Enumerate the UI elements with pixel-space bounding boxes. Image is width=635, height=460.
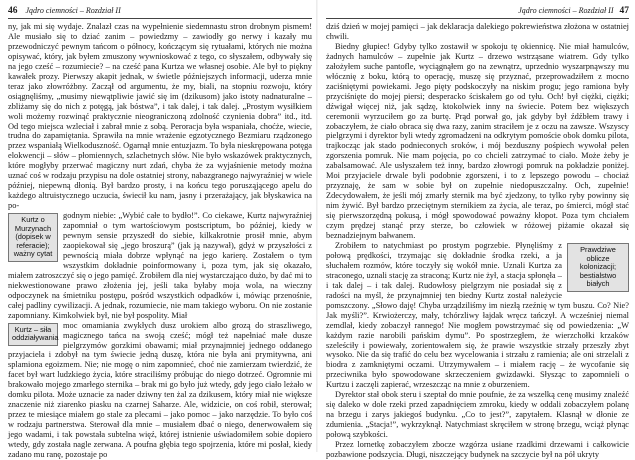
paragraph: moc omamiania zwykłych dusz urokiem albo grozą do straszliwego, magicznego tańca na swoją cześć; mógł też napełniać małe dusze pielgrzymów gorzkimi obawami; miał przynajmniej jednego oddanego przyjaciela i zdobył na tym świecie jedną duszę, która nie była ani prymitywna, ani splamiona egoizmem. Nie; nie mogę o nim zapomnieć, choć nie zamierzam twierdzić, że facet był wart ludzkiego życia, które straciliśmy próbując do niego dotrzeć. Ogromnie mi brakowało mojego zmarłego sternika – brak mi go było już wtedy, gdy jego ciało leżało w domku pilota. Może uznacie za nader dziwny ten żal za dzikusem, który miał nie większe znaczenie niż ziarenko piasku na czarnej Saharze. Ale, widzicie, on coś robił, sterował; przez te miesiące miałem go stale za plecami – jako pomoc – jako narzędzie. To było coś w rodzaju partnerstwa. Sterował dla mnie – musiałem dbać o niego, denerwowałem się jego wadami, i tak powstała subtelna więź, której istnienie uświadomiłem sobie dopiero wtedy, gdy została nagle zerwana. A poufna głębia tego spojrzenia, które mi posłał, kiedy zadano mu ranę, pozostaje po [8,320,312,459]
paragraph: Dyrektor stał obok steru i szeptał do mnie poufnie, że za wszelką cenę musimy znaleźć się daleko w dole rzeki przed zapadnięciem zmroku, kiedy w oddali zobaczyłem polanę na brzegu i zarys jakiegoś budynku. „Co to jest?”, zapytałem. Klasnął w dłonie ze zdumienia. „Stacja!”, wykrzyknął. Natychmiast skręciłem w stronę brzegu, wciąż płynąc połową szybkości. [326,390,629,440]
right-running-head: Jądro ciemności – Rozdział II [518,6,614,15]
left-running-head: Jądro ciemności – Rozdział II [25,6,121,15]
right-page-header [326,6,629,19]
right-page-text [326,22,629,460]
paragraph: Przez lornetkę zobaczyłem zbocze wzgórza usiane rzadkimi drzewami i całkowicie pozbawione podszycia. Długi, niszczejący budynek na szczycie był na pół ukryty [326,440,629,459]
paragraph: godnym niebie: „Wybić całe to bydło!”. Co ciekawe, Kurtz najwyraźniej zapomniał o tym wartościowym postscriptum, bo później, kiedy w pewnym sensie przyszedł do siebie, kilkakrotnie prosił mnie, abym zaopiekował się „jego broszurą” (jak ją nazywał), gdyż w przyszłości z pewnością miała dobrze wpłynąć na jego karierę. Zostałem o tym wszystkim dokładnie poinformowany i, poza tym, jak się okazało, miałem zatroszczyć się o jego pamięć. Zrobiłem dla niej wystarczająco dużo, by dać mi to niekwestionowane prawo złożenia jej, jeśli taka byłaby moja wola, na wieczny odpoczynek na śmietniku postępu, pośród wszystkich odpadków i, mówiąc przenośnie, całej padliny cywilizacji. A jednak, rozumiecie, nie mam takiego wyboru. On nie zostanie zapomniany. Kimkolwiek był, nie był pospolity. Miał [8,211,312,320]
right-page-number: 47 [619,6,629,16]
left-page-number: 46 [8,6,18,16]
left-page [0,0,316,459]
left-page-header [8,6,312,19]
paragraph: ny, jak mi się wydaje. Znalazł czas na wypełnienie siedemnastu stron drobnym pismem! Ale musiało się to dziać zanim – powiedzmy – zawiodły go nerwy i kazały mu przewodniczyć pewnym tańcom o północy, kończącym się rytuałami, których nie można opisywać, który, jak byłem zmuszony wywnioskować z tego, co słyszałem, odbywały się na jego cześć – rozumiecie? – na cześć pana Kurtza we własnej osobie. Ale był to piękny kawałek prozy. Pierwszy akapit jednak, w świetle późniejszych informacji, uderza mnie teraz jako złowróżbny. Zaczął od argumentu, że my, biali, na stopniu rozwoju, który osiągnęliśmy, „musimy niewątpliwie jawić się im (dzikusom) jako istoty nadnaturalne – zbliżamy się do nich z potęgą, jak bóstwa”, i tak dalej, i tak dalej. „Prostym wysiłkiem woli możemy rozwinąć praktycznie nieograniczoną zdolność czynienia dobra” itd., itd. Od tego miejsca wzleciał i zabrał mnie z sobą. Peroracja była wspaniała, choćże, wiecie, trudna do zapamiętania. Sprawiła na mnie wrażenie egzotycznego Bezmiaru rządzonego przez wspaniałą Wielkoduszność. Ogarnął mnie entuzjazm. To była nieskrępowana potęga elokwencji – słów – płomiennych, szlachetnych słów. Nie było wskazówek praktycznych, które mogłyby przerwać magiczny nurt zdań, chyba że za wyjaśnienie metody można uznać coś w rodzaju przypisu na dole ostatniej strony, nabazgranego najwyraźniej w wiele później, niepewną dłonią. Był bardzo prosty, i na końcu tego porusząjącego apelu do każdego altruistycznego uczucia, świecił ku nam, jasny i przerażający, jak błyskawica na po- [8,22,312,211]
margin-note-kurtz-murzyni: Kurtz o Murzynach (dopisek w referacie); ważny cytat [8,213,58,262]
right-page [318,0,635,459]
paragraph: Zrobiłem to natychmiast po prostym pogrzebie. Płynęliśmy z połową prędkości, trzymając się dokładnie środka rzeki, a ja słuchałem rozmów, które toczyły się wokół mnie. Uznali Kurtza za straconego, uznali stację za straconą; Kurtz nie żył, a stacja spłonęła – i tak dalej – i tak dalej. Rudowłosy pielgrzym nie posiadał się z radości na myśl, że przynajmniej ten biedny Kurtz został należycie pomszczony. „Słowo daję! Chyba urządziliśmy im niezłą rzeźnię w tym buszu. Co? Nie? Jak myśli?”. Krwiożerczy, mały, tchórzliwy łajdak wręcz tańczył. A wcześniej niemal zemdlał, kiedy zobaczył rannego! Nie mogłem powstrzymać się od powiedzenia: „W każdym razie narobili pańskim dymu”. Po spostrzegłem, że wierzchołki krzaków szeleściły i powiewały, zorientowałem się, że prawie wszystkie strzały przeszły zbyt wysoko. Nie da się trafić do celu bez wycelowania i strzału z ramienia; ale oni strzelali z biodra z zamkniętymi oczami. Utrzymywałem – i miałem rację – że wycofanie się przeciwnika było spowodowane skrzeczeniem gwizdawki. Słysząc to zapomnieli o Kurtzu i zaczęli zapierać, wrzeszcząc na mnie z oburzeniem. [326,240,629,390]
paragraph: Biedny głupiec! Gdyby tylko zostawił w spokoju tę okiennicę. Nie miał hamulców, żadnych hamulców – zupełnie jak Kurtz – drzewo wstrząsane wiatrem. Gdy tylko założyłem suche pantofle, wyciągnąłem go na zewnątrz, uprzednio wyszarpnąwszy mu włócznię z boku, którą to operację, muszę się przyznać, przeprowadziłem z mocno zaciśniętymi powiekami. Jego pięty podskoczyły na niskim progu; jego ramiona były przyciśnięte do mojej piersi; desperacko ściskałem go od tyłu. Och! był ciężki, ciężki; dźwigał więcej niż, jak sądzę, ktokolwiek inny na świecie. Potem bez większych ceremonii wyrzuciłem go za burtę. Prąd porwał go, jak gdyby był źdźbłem trawy i zobaczyłem, że ciało obraca się dwa razy, zanim straciłem je z oczu na zawsze. Wszyscy pielgrzymi i dyrektor byli wtedy zgromadzeni na odkrytym pomoście obok domku pilota, trajkocząc jak stado podnieconych sroków, i mój bezduszny pośpiech wywołał pełen zgorszenia pomruk. Nie mam pojęcia, po co chcieli zatrzymać to ciało. Może żeby je zabalsamować. Ale usłyszałem też inny, bardzo złowrogi pomruk na pokładzie poniżej. Moi przyjaciele drwale byli podobnie zgorszeni, i to z lepszego powodu – chociaż przyznaję, że sam w sobie był on zupełnie niedopuszczalny. Och, zupełnie! Zdecydowałem, że jeśli mój zmarły sternik ma być zjedzony, to tylko ryby powinny się nim żywić. Był bardzo przeciętnym sternikiem za życia, ale teraz, po śmierci, mógł stać się pierwszorzędną pokusą, i mógł spowodować poważny kłopot. Poza tym chciałem czym prędzej stanąć przy sterze, bo człowiek w różowej piżamie okazał się beznadziejnym bałwanem. [326,41,629,241]
left-page-text [8,22,312,460]
paragraph: dziś dzień w mojej pamięci – jak deklaracja dalekiego pokrewieństwa złożona w ostatniej chwili. [326,22,629,41]
margin-note-kolonizacja: Prawdziwe oblicze kolonizacji; bestialstwo białych [567,243,629,292]
margin-note-kurtz-sila: Kurtz – siła oddziaływania [8,323,58,346]
